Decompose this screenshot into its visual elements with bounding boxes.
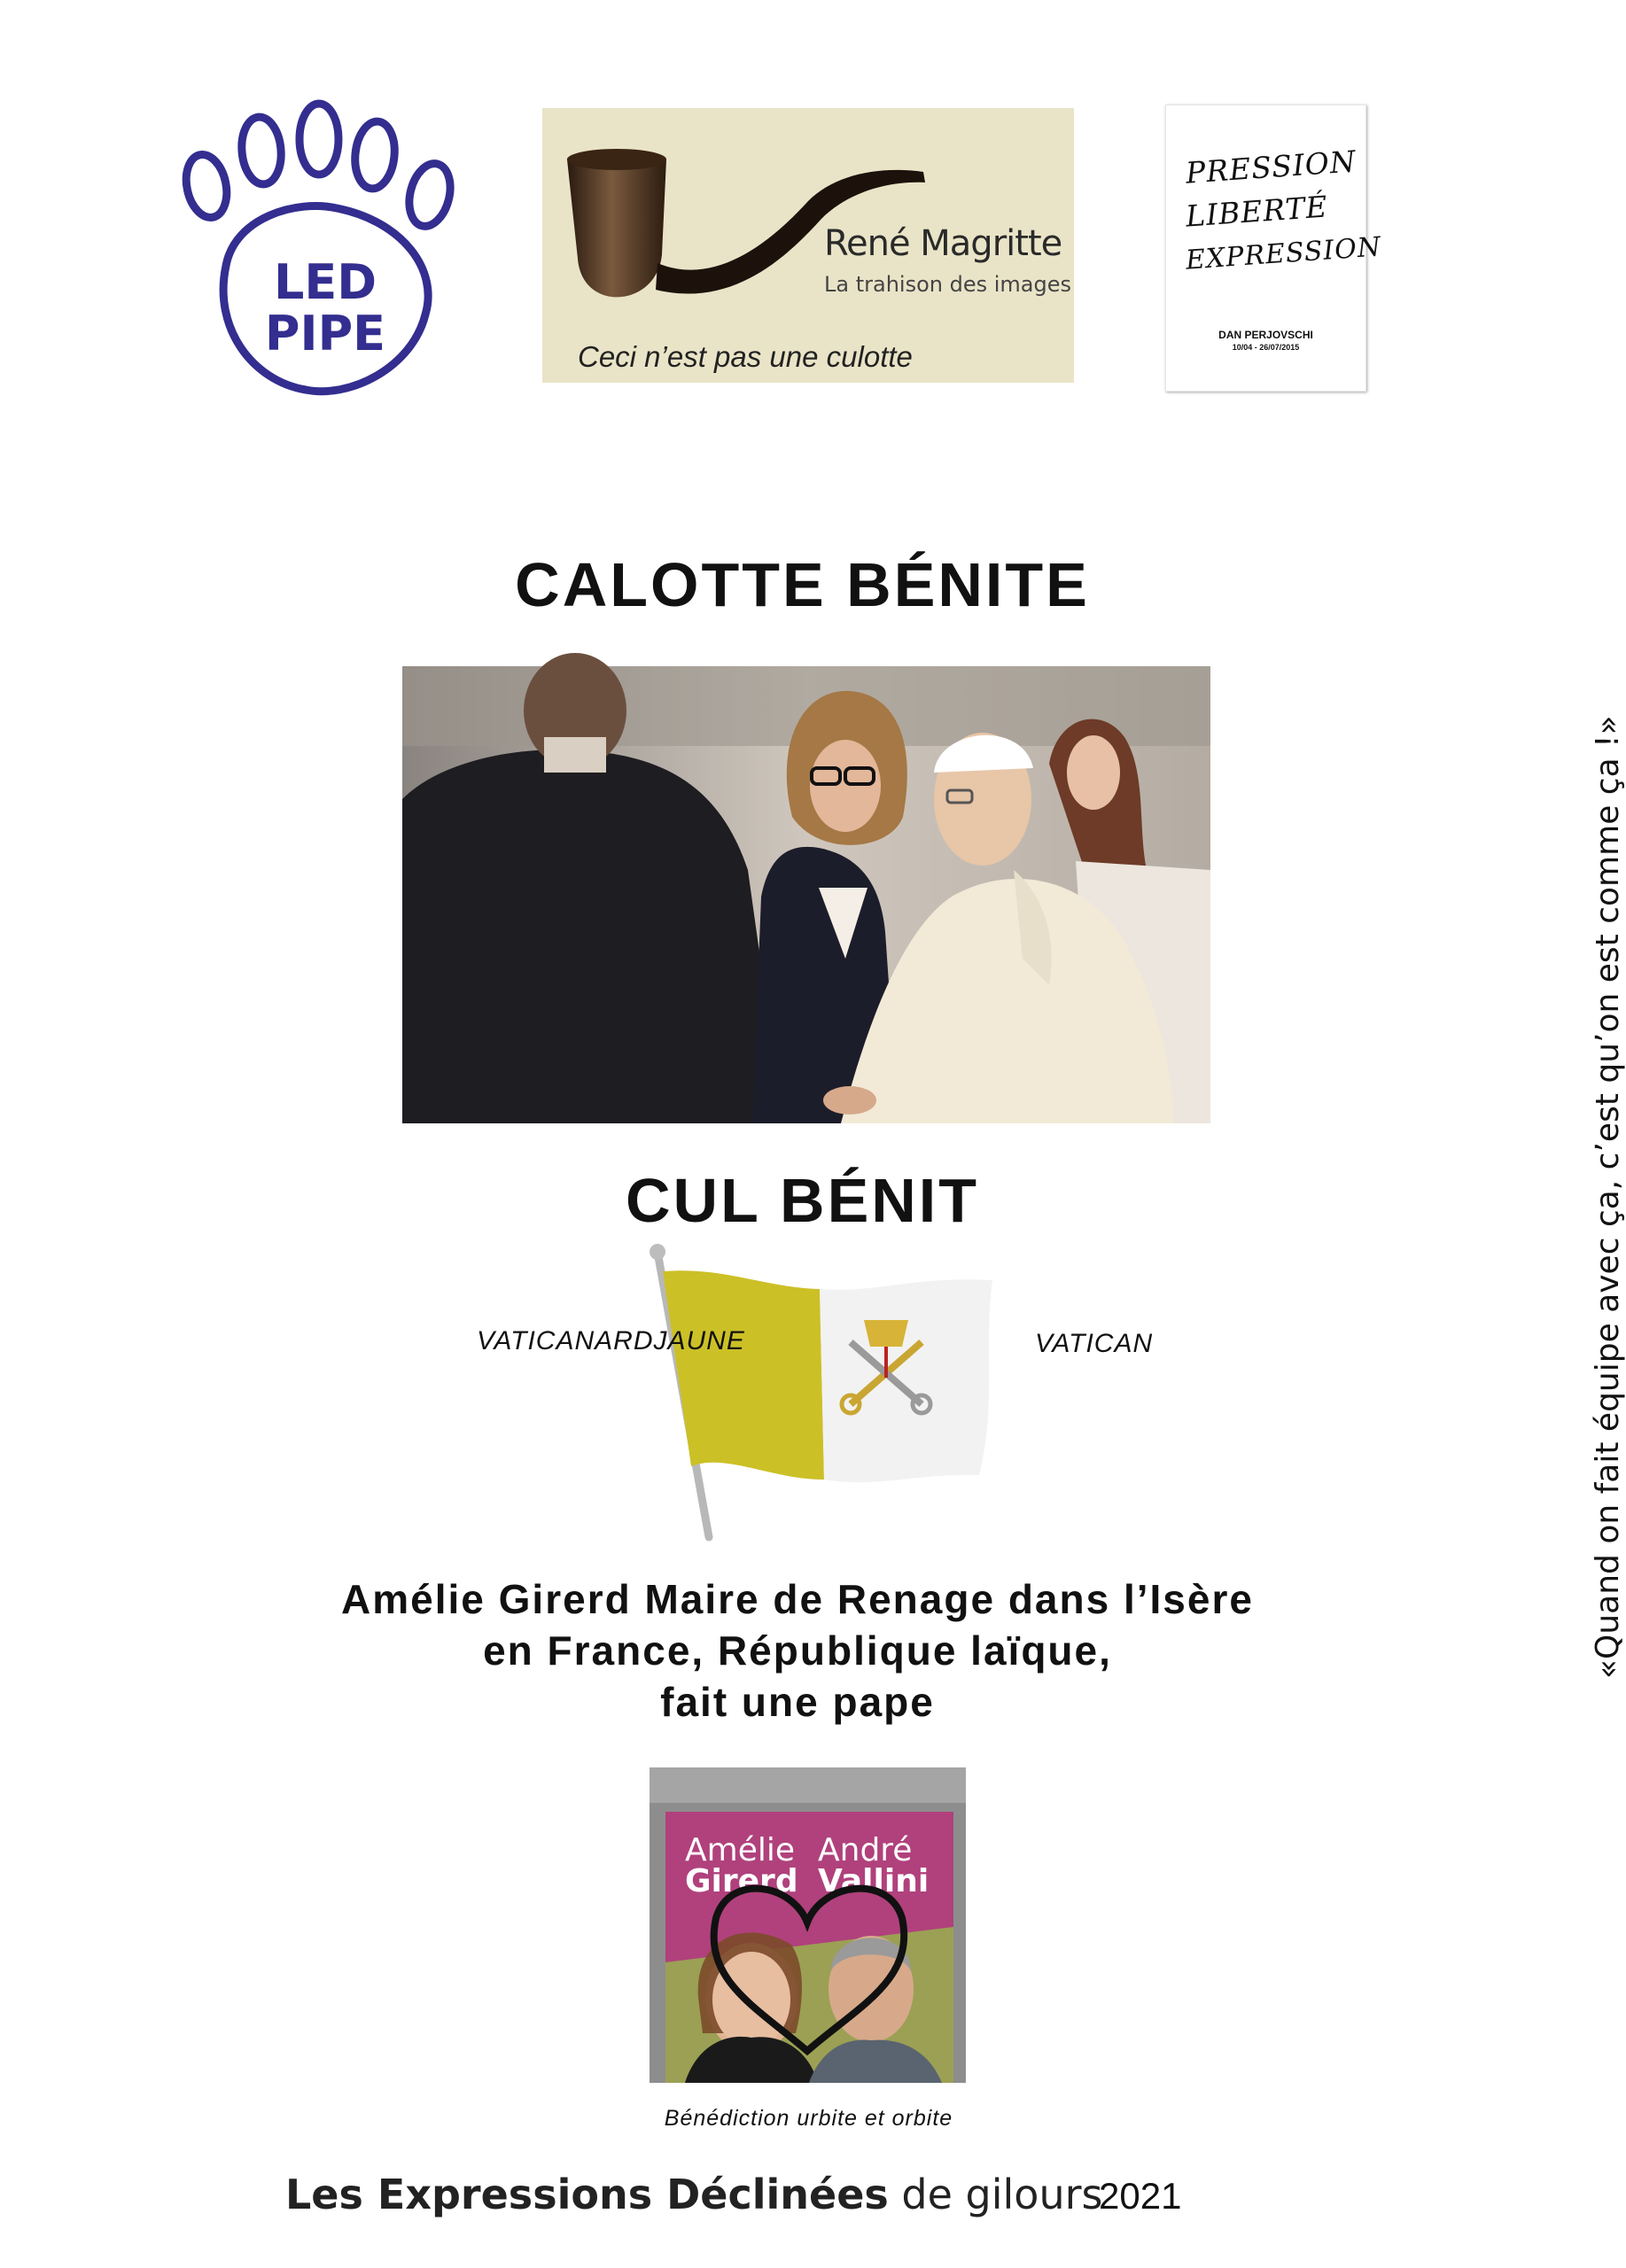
magritte-subtitle: La trahison des images [824,272,1071,297]
subtitle-cul-benit: CUL BÉNIT [625,1166,980,1235]
meeting-photo [402,666,1210,1123]
vatican-flag-icon [620,1245,1019,1542]
footer-author: de gilours [888,2171,1103,2218]
poster-name-right-last: Vallini [818,1863,930,1899]
footer-year: 2021 [1099,2175,1182,2217]
poster-dates: 10/04 - 26/07/2015 [1232,343,1300,352]
footer-signature [285,2171,1102,2218]
page-title: CALOTTE BÉNITE [515,550,1090,619]
flag-label-right: VATICAN [1035,1329,1154,1358]
magritte-pipe-image [542,108,1074,383]
statement-line-1: Amélie Girerd Maire de Renage dans l’Isère [341,1576,1254,1622]
poster-name-right-first: André [818,1832,913,1868]
poster-line-1: PRESSION [1184,144,1358,190]
poster-line-2: LIBERTÉ [1184,189,1329,234]
poster-name-left-last: Girerd [685,1863,798,1899]
footer-series-title: Les Expressions Déclinées [285,2171,889,2218]
poster-caption: Bénédiction urbite et orbite [664,2106,953,2131]
poster-name-left-first: Amélie [685,1832,795,1868]
statement-line-2: en France, République laïque, [483,1627,1112,1674]
exhibition-poster [1165,105,1383,392]
statement-line-3: fait une pape [660,1679,935,1725]
magritte-artist-name: René Magritte [824,223,1062,264]
side-quote: «Quand on fait équipe avec ça, c’est qu’on est comme ça !» [1590,715,1626,1679]
poster-line-3: EXPRESSION [1185,231,1383,276]
magritte-caption: Ceci n’est pas une culotte [578,340,913,373]
led-pipe-paw-logo [173,93,470,403]
campaign-poster-photo [650,1767,966,2083]
logo-text-line1: LED [273,254,377,310]
flag-label-left: VATICANARDJAUNE [477,1326,745,1355]
logo-text-line2: PIPE [264,306,386,361]
poster-artist: DAN PERJOVSCHI [1218,329,1313,341]
